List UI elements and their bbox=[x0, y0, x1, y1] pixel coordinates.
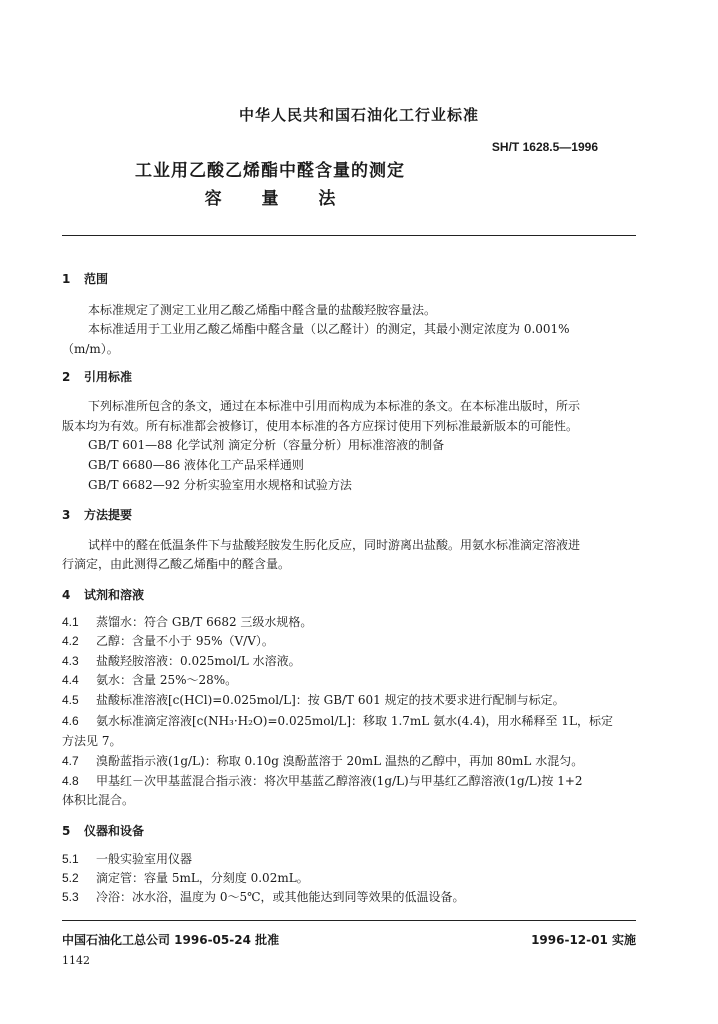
document-subtitle: 容 量 法 bbox=[204, 189, 336, 209]
list-item-continued: 体积比混合。 bbox=[62, 793, 135, 807]
paragraph-continued: 版本均为有效。所有标准都会被修订，使用本标准的各方应探讨使用下列标准最新版本的可能性。 bbox=[62, 419, 579, 433]
reference-item: GB/T 601—88 化学试剂 滴定分析（容量分析）用标准溶液的制备 bbox=[88, 438, 445, 452]
paragraph: 本标准规定了测定工业用乙酸乙烯酯中醛含量的盐酸羟胺容量法。 bbox=[88, 303, 437, 317]
reference-item: GB/T 6682—92 分析实验室用水规格和试验方法 bbox=[88, 478, 352, 492]
section-heading: 4 试剂和溶液 bbox=[62, 588, 145, 602]
section-heading: 2 引用标准 bbox=[62, 370, 133, 384]
reference-item: GB/T 6680—86 液体化工产品采样通则 bbox=[88, 458, 304, 472]
list-item: 4.5 盐酸标准溶液[c(HCl)=0.025mol/L]：按 GB/T 601 规定的技术要求进行配制与标定。 bbox=[62, 693, 565, 707]
paragraph: 下列标准所包含的条文，通过在本标准中引用而构成为本标准的条文。在本标准出版时，所示 bbox=[88, 399, 581, 413]
paragraph: 试样中的醛在低温条件下与盐酸羟胺发生肟化反应，同时游离出盐酸。用氨水标准滴定溶液进 bbox=[88, 538, 581, 552]
standard-code: SH/T 1628.5—1996 bbox=[491, 140, 598, 154]
list-item-continued: 方法见 7。 bbox=[62, 734, 122, 748]
approval-date: 中国石油化工总公司 1996-05-24 批准 bbox=[62, 933, 280, 947]
list-item: 4.6 氨水标准滴定溶液[c(NH₃·H₂O)=0.025mol/L]：移取 1.7mL 氨水(4.4)，用水稀释至 1L，标定 bbox=[62, 714, 613, 728]
section-heading: 5 仪器和设备 bbox=[62, 824, 145, 838]
list-item: 4.2 乙醇：含量不小于 95%（V/V）。 bbox=[62, 634, 274, 648]
header-rule bbox=[62, 235, 636, 236]
list-item: 4.8 甲基红－次甲基蓝混合指示液：将次甲基蓝乙醇溶液(1g/L)与甲基红乙醇溶液(1g/L)按 1+2 bbox=[62, 774, 583, 788]
list-item: 4.3 盐酸羟胺溶液：0.025mol/L 水溶液。 bbox=[62, 654, 301, 668]
section-heading: 3 方法提要 bbox=[62, 508, 133, 522]
list-item: 4.1 蒸馏水：符合 GB/T 6682 三级水规格。 bbox=[62, 615, 313, 629]
section-heading: 1 范围 bbox=[62, 272, 109, 286]
list-item: 4.4 氨水：含量 25%～28%。 bbox=[62, 673, 238, 687]
list-item: 5.2 滴定管：容量 5mL，分刻度 0.02mL。 bbox=[62, 871, 309, 885]
effective-date: 1996-12-01 实施 bbox=[531, 933, 636, 947]
list-item: 5.3 冷浴：冰水浴，温度为 0～5℃，或其他能达到同等效果的低温设备。 bbox=[62, 890, 465, 904]
paragraph: 本标准适用于工业用乙酸乙烯酯中醛含量（以乙醛计）的测定，其最小测定浓度为 0.001% bbox=[88, 322, 570, 336]
document-title: 工业用乙酸乙烯酯中醛含量的测定 bbox=[135, 161, 405, 181]
list-item: 5.1 一般实验室用仪器 bbox=[62, 852, 193, 866]
issuing-organization: 中华人民共和国石油化工行业标准 bbox=[238, 106, 479, 124]
page-number: 1142 bbox=[62, 954, 90, 967]
paragraph-continued: （m/m）。 bbox=[62, 342, 119, 356]
list-item: 4.7 溴酚蓝指示液(1g/L)：称取 0.10g 溴酚蓝溶于 20mL 温热的乙醇中，再加 80mL 水混匀。 bbox=[62, 754, 584, 768]
footer-rule bbox=[62, 920, 636, 921]
paragraph-continued: 行滴定，由此测得乙酸乙烯酯中的醛含量。 bbox=[62, 557, 291, 571]
